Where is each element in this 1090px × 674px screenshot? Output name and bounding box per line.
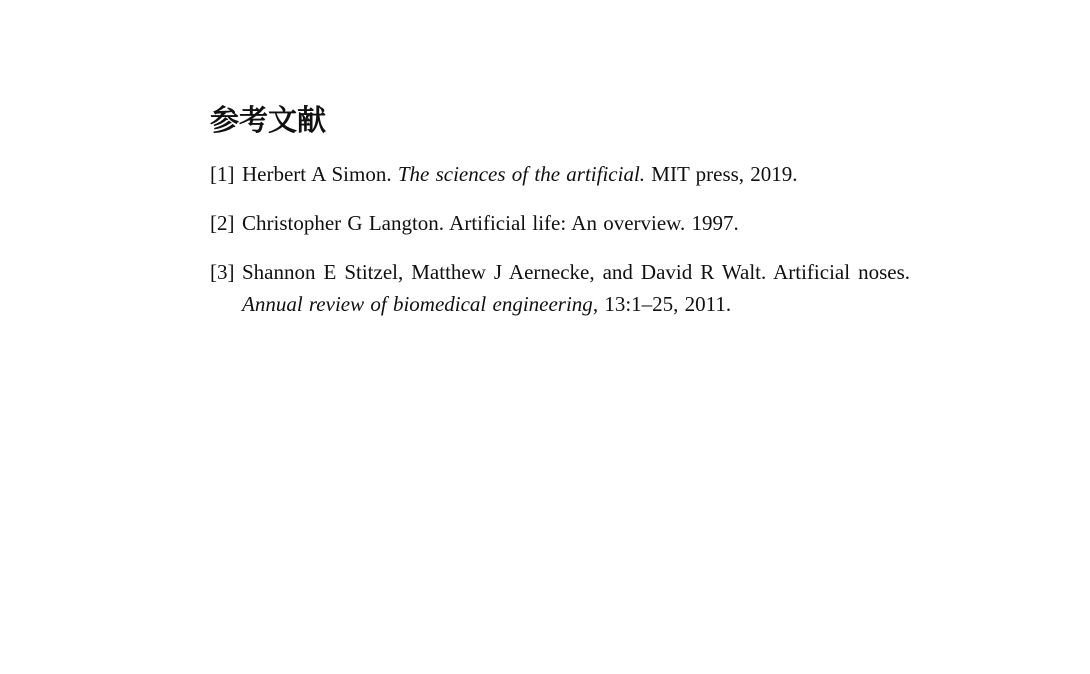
reference-details: , 13:1–25, 2011. <box>592 292 732 316</box>
reference-body <box>242 207 910 239</box>
reference-body <box>242 256 910 320</box>
reference-title: The sciences of the artificial. <box>397 162 646 186</box>
reference-title: Artificial noses. <box>773 260 910 284</box>
reference-venue: MIT press, 2019. <box>651 162 798 186</box>
reference-authors: Christopher G Langton. <box>242 211 445 235</box>
reference-label: [1] <box>210 162 235 186</box>
reference-label: [2] <box>210 211 235 235</box>
reference-entry-3 <box>210 256 910 320</box>
reference-entry-2 <box>210 207 910 239</box>
reference-title: Artificial life: An overview. <box>449 211 686 235</box>
reference-body <box>242 158 910 190</box>
reference-label: [3] <box>210 260 235 284</box>
reference-entry-1 <box>210 158 910 190</box>
reference-venue: 1997. <box>691 211 739 235</box>
reference-list <box>210 158 910 337</box>
reference-authors: Herbert A Simon. <box>242 162 392 186</box>
reference-authors: Shannon E Stitzel, Matthew J Aernecke, and David R Walt. <box>242 260 767 284</box>
reference-journal: Annual review of biomedical engineering <box>242 292 593 316</box>
references-heading: 参考文献 <box>210 103 327 137</box>
